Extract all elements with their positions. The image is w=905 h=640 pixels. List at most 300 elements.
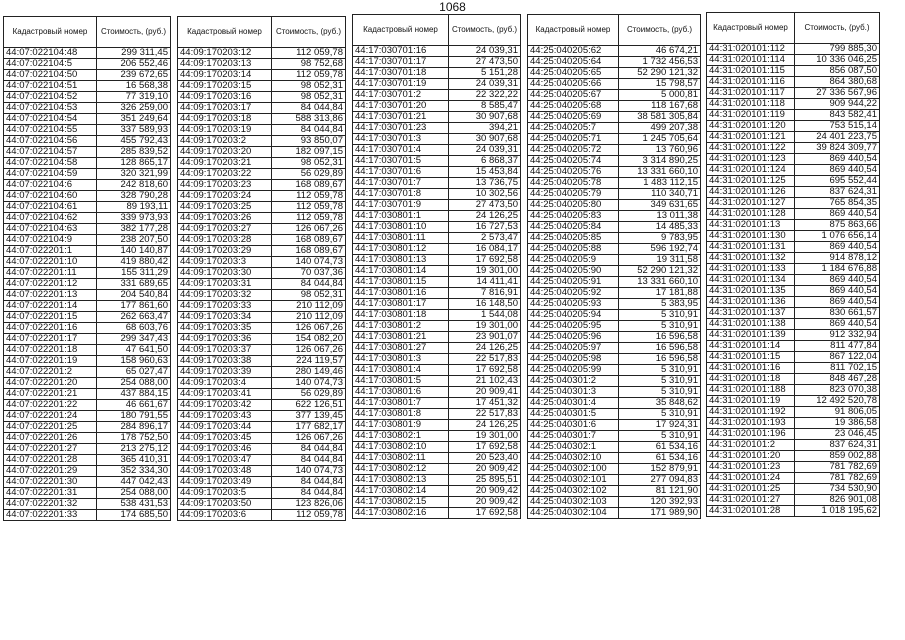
cost-cell: 118 167,68 — [619, 101, 701, 112]
cadastral-number-cell: 44:07:022201:30 — [4, 477, 97, 488]
cadastral-number-cell: 44:07:022201:11 — [4, 268, 97, 279]
cost-cell: 112 059,78 — [272, 70, 346, 81]
cadastral-number-cell: 44:31:020101:193 — [707, 418, 795, 429]
table-row — [528, 387, 701, 398]
table-row — [528, 145, 701, 156]
cadastral-number-cell: 44:31:020101:196 — [707, 429, 795, 440]
cadastral-number-cell: 44:17:030801:12 — [353, 244, 449, 255]
cost-cell: 320 321,99 — [97, 169, 171, 180]
cadastral-number-cell: 44:25:040205:88 — [528, 244, 619, 255]
cost-cell: 24 126,25 — [449, 343, 521, 354]
table-row — [707, 132, 880, 143]
cost-cell: 126 067,26 — [272, 323, 346, 334]
cost-cell: 180 791,55 — [97, 411, 171, 422]
table-row — [528, 211, 701, 222]
cost-cell: 5 310,91 — [619, 387, 701, 398]
table-row — [707, 198, 880, 209]
cost-cell: 14 485,33 — [619, 222, 701, 233]
table-row — [707, 55, 880, 66]
table-row — [528, 90, 701, 101]
cost-cell: 382 177,28 — [97, 224, 171, 235]
table-row — [353, 431, 521, 442]
table-row — [178, 224, 346, 235]
cadastral-number-cell: 44:07:022201:21 — [4, 389, 97, 400]
cadastral-number-cell: 44:17:030701:21 — [353, 112, 449, 123]
cost-cell: 16 727,53 — [449, 222, 521, 233]
cadastral-number-cell: 44:07:022104:55 — [4, 125, 97, 136]
table-row — [528, 332, 701, 343]
cadastral-number-cell: 44:31:020101:24 — [707, 473, 795, 484]
cadastral-number-cell: 44:07:022104:5 — [4, 59, 97, 70]
cost-cell: 140 074,73 — [272, 378, 346, 389]
table-row — [353, 266, 521, 277]
table-row — [178, 301, 346, 312]
table-row — [353, 343, 521, 354]
cadastral-number-cell: 44:25:040205:72 — [528, 145, 619, 156]
table-row — [178, 202, 346, 213]
cadastral-number-cell: 44:31:020101:14 — [707, 341, 795, 352]
cost-cell: 5 310,91 — [619, 310, 701, 321]
table-row — [178, 422, 346, 433]
cost-cell: 352 334,30 — [97, 466, 171, 477]
cost-cell: 753 515,14 — [795, 121, 880, 132]
header-cost: Стоимость, (руб.) — [272, 17, 346, 48]
table-row — [528, 354, 701, 365]
cost-cell: 84 044,84 — [272, 444, 346, 455]
table-row — [707, 308, 880, 319]
table-row — [528, 299, 701, 310]
table-row — [4, 125, 171, 136]
table-row — [178, 466, 346, 477]
cost-cell: 811 702,15 — [795, 363, 880, 374]
table-row — [528, 420, 701, 431]
table-row — [353, 134, 521, 145]
table-row — [528, 464, 701, 475]
cost-cell: 848 467,28 — [795, 374, 880, 385]
cost-cell: 5 310,91 — [619, 376, 701, 387]
cost-cell: 84 044,84 — [272, 103, 346, 114]
table-row — [353, 178, 521, 189]
table-row — [353, 277, 521, 288]
table-row — [528, 123, 701, 134]
table-row — [707, 374, 880, 385]
table-row — [4, 389, 171, 400]
cadastral-number-cell: 44:31:020101:124 — [707, 165, 795, 176]
cadastral-number-cell: 44:17:030801:5 — [353, 376, 449, 387]
table-row — [178, 356, 346, 367]
cadastral-number-cell: 44:25:040302:1 — [528, 442, 619, 453]
table-row — [4, 499, 171, 510]
cost-cell: 61 534,16 — [619, 453, 701, 464]
table-row — [707, 209, 880, 220]
cadastral-number-cell: 44:17:030802:15 — [353, 497, 449, 508]
header-cadastral: Кадастровый номер — [707, 13, 795, 44]
cadastral-number-cell: 44:07:022104:50 — [4, 70, 97, 81]
cadastral-number-cell: 44:17:030802:14 — [353, 486, 449, 497]
table-row — [178, 59, 346, 70]
cadastral-number-cell: 44:17:030801:17 — [353, 299, 449, 310]
table-row — [4, 279, 171, 290]
cadastral-number-cell: 44:09:170203:17 — [178, 103, 272, 114]
table-row — [178, 323, 346, 334]
cadastral-number-cell: 44:17:030801:7 — [353, 398, 449, 409]
cost-cell: 128 865,17 — [97, 158, 171, 169]
table-row — [528, 475, 701, 486]
cadastral-number-cell: 44:07:022104:57 — [4, 147, 97, 158]
cost-cell: 1 544,08 — [449, 310, 521, 321]
cost-cell: 140 074,73 — [272, 466, 346, 477]
cost-cell: 84 044,84 — [272, 125, 346, 136]
cost-cell: 254 088,00 — [97, 378, 171, 389]
cost-cell: 56 029,89 — [272, 389, 346, 400]
table-row — [528, 288, 701, 299]
cost-cell: 38 581 305,84 — [619, 112, 701, 123]
table-row — [4, 191, 171, 202]
cost-cell: 178 752,50 — [97, 433, 171, 444]
cadastral-number-cell: 44:09:170203:28 — [178, 235, 272, 246]
cadastral-number-cell: 44:17:030701:5 — [353, 156, 449, 167]
table-row — [4, 400, 171, 411]
cost-cell: 7 816,91 — [449, 288, 521, 299]
table-row — [178, 180, 346, 191]
cost-cell: 299 347,43 — [97, 334, 171, 345]
table-row — [353, 398, 521, 409]
cost-cell: 158 960,63 — [97, 356, 171, 367]
cadastral-number-cell: 44:09:170203:6 — [178, 510, 272, 521]
cadastral-number-cell: 44:07:022201:31 — [4, 488, 97, 499]
table-row — [353, 101, 521, 112]
cost-cell: 24 039,31 — [449, 46, 521, 57]
cost-cell: 538 431,53 — [97, 499, 171, 510]
cadastral-number-cell: 44:07:022104:56 — [4, 136, 97, 147]
table-row — [528, 376, 701, 387]
cadastral-number-cell: 44:31:020101:192 — [707, 407, 795, 418]
table-row — [353, 189, 521, 200]
table-row — [178, 444, 346, 455]
table-row — [4, 235, 171, 246]
cadastral-table-5 — [706, 12, 880, 517]
cadastral-number-cell: 44:07:022104:62 — [4, 213, 97, 224]
table-row — [178, 312, 346, 323]
cadastral-number-cell: 44:31:020101:137 — [707, 308, 795, 319]
cadastral-number-cell: 44:09:170203:25 — [178, 202, 272, 213]
cost-cell: 1 483 112,15 — [619, 178, 701, 189]
cost-cell: 16 596,58 — [619, 354, 701, 365]
cadastral-number-cell: 44:17:030701:23 — [353, 123, 449, 134]
table-row — [528, 508, 701, 519]
table-row — [4, 477, 171, 488]
cost-cell: 13 331 660,10 — [619, 277, 701, 288]
cost-cell: 2 573,47 — [449, 233, 521, 244]
cost-cell: 20 909,42 — [449, 497, 521, 508]
cadastral-number-cell: 44:09:170203:49 — [178, 477, 272, 488]
table-row — [178, 235, 346, 246]
cadastral-number-cell: 44:09:170203:33 — [178, 301, 272, 312]
table-row — [353, 453, 521, 464]
cost-cell: 65 027,47 — [97, 367, 171, 378]
header-cost: Стоимость, (руб.) — [97, 17, 171, 48]
cadastral-number-cell: 44:09:170203:46 — [178, 444, 272, 455]
cadastral-number-cell: 44:09:170203:48 — [178, 466, 272, 477]
table-row — [707, 264, 880, 275]
cadastral-number-cell: 44:17:030801:27 — [353, 343, 449, 354]
cadastral-number-cell: 44:07:022201:33 — [4, 510, 97, 521]
cost-cell: 46 674,21 — [619, 46, 701, 57]
table-row — [4, 180, 171, 191]
cadastral-number-cell: 44:17:030801:4 — [353, 365, 449, 376]
table-row — [707, 286, 880, 297]
cost-cell: 869 440,54 — [795, 275, 880, 286]
table-row — [528, 255, 701, 266]
cost-cell: 27 473,50 — [449, 57, 521, 68]
table-row — [528, 486, 701, 497]
table-row — [707, 330, 880, 341]
table-row — [528, 167, 701, 178]
cost-cell: 262 663,47 — [97, 312, 171, 323]
table-row — [528, 409, 701, 420]
table-row — [528, 310, 701, 321]
cost-cell: 84 044,84 — [272, 488, 346, 499]
cadastral-number-cell: 44:31:020101:139 — [707, 330, 795, 341]
cost-cell: 17 181,88 — [619, 288, 701, 299]
cadastral-number-cell: 44:07:022104:61 — [4, 202, 97, 213]
table-row — [178, 158, 346, 169]
table-row — [353, 387, 521, 398]
cost-cell: 277 094,83 — [619, 475, 701, 486]
cadastral-number-cell: 44:25:040302:103 — [528, 497, 619, 508]
cost-cell: 46 661,67 — [97, 400, 171, 411]
cadastral-number-cell: 44:09:170203:19 — [178, 125, 272, 136]
cost-cell: 19 301,00 — [449, 431, 521, 442]
table-row — [353, 332, 521, 343]
cost-cell: 10 336 046,25 — [795, 55, 880, 66]
cost-cell: 22 517,83 — [449, 354, 521, 365]
cadastral-number-cell: 44:09:170203:26 — [178, 213, 272, 224]
cost-cell: 168 089,67 — [272, 246, 346, 257]
cost-cell: 875 863,66 — [795, 220, 880, 231]
cost-cell: 98 052,31 — [272, 92, 346, 103]
table-row — [528, 431, 701, 442]
table-row — [178, 400, 346, 411]
cost-cell: 9 783,95 — [619, 233, 701, 244]
cost-cell: 419 880,42 — [97, 257, 171, 268]
cost-cell: 869 440,54 — [795, 242, 880, 253]
table-row — [4, 158, 171, 169]
cost-cell: 17 451,32 — [449, 398, 521, 409]
table-row — [528, 365, 701, 376]
table-row — [707, 495, 880, 506]
cost-cell: 17 692,58 — [449, 365, 521, 376]
cost-cell: 17 692,58 — [449, 508, 521, 519]
cost-cell: 25 895,51 — [449, 475, 521, 486]
cost-cell: 171 989,90 — [619, 508, 701, 519]
table-row — [178, 246, 346, 257]
cadastral-number-cell: 44:31:020101:23 — [707, 462, 795, 473]
cadastral-number-cell: 44:31:020101:122 — [707, 143, 795, 154]
cadastral-number-cell: 44:31:020101:15 — [707, 352, 795, 363]
page-number: 1068 — [439, 0, 466, 14]
table-row — [707, 242, 880, 253]
table-row — [353, 321, 521, 332]
table-row — [178, 367, 346, 378]
cadastral-number-cell: 44:25:040302:10 — [528, 453, 619, 464]
cadastral-number-cell: 44:31:020101:136 — [707, 297, 795, 308]
cadastral-number-cell: 44:25:040301:6 — [528, 420, 619, 431]
cadastral-table-1 — [3, 16, 171, 521]
cost-cell: 126 067,26 — [272, 433, 346, 444]
cost-cell: 177 861,60 — [97, 301, 171, 312]
cost-cell: 19 301,00 — [449, 266, 521, 277]
cost-cell: 126 067,26 — [272, 224, 346, 235]
cadastral-number-cell: 44:31:020101:25 — [707, 484, 795, 495]
cost-cell: 867 122,04 — [795, 352, 880, 363]
table-row — [707, 319, 880, 330]
table-row — [4, 378, 171, 389]
cadastral-number-cell: 44:17:030801:15 — [353, 277, 449, 288]
table-row — [4, 356, 171, 367]
cost-cell: 339 973,93 — [97, 213, 171, 224]
table-row — [353, 79, 521, 90]
cadastral-number-cell: 44:25:040301:3 — [528, 387, 619, 398]
cost-cell: 695 552,44 — [795, 176, 880, 187]
cost-cell: 52 290 121,32 — [619, 266, 701, 277]
cadastral-number-cell: 44:25:040205:97 — [528, 343, 619, 354]
cadastral-number-cell: 44:17:030801:6 — [353, 387, 449, 398]
cadastral-number-cell: 44:31:020101:128 — [707, 209, 795, 220]
cadastral-number-cell: 44:31:020101:130 — [707, 231, 795, 242]
table-row — [707, 77, 880, 88]
cost-cell: 84 044,84 — [272, 477, 346, 488]
cadastral-number-cell: 44:17:030801:8 — [353, 409, 449, 420]
table-row — [178, 477, 346, 488]
cost-cell: 182 097,15 — [272, 147, 346, 158]
header-cadastral: Кадастровый номер — [178, 17, 272, 48]
table-row — [178, 147, 346, 158]
table-row — [528, 200, 701, 211]
cost-cell: 98 052,31 — [272, 158, 346, 169]
cadastral-number-cell: 44:17:030801:16 — [353, 288, 449, 299]
cost-cell: 280 149,46 — [272, 367, 346, 378]
table-row — [528, 112, 701, 123]
table-row — [707, 154, 880, 165]
table-row — [353, 156, 521, 167]
table-row — [528, 156, 701, 167]
cadastral-number-cell: 44:17:030801:14 — [353, 266, 449, 277]
table-row — [4, 268, 171, 279]
cadastral-number-cell: 44:09:170203:41 — [178, 389, 272, 400]
table-row — [353, 354, 521, 365]
cadastral-number-cell: 44:07:022104:58 — [4, 158, 97, 169]
table-row — [353, 200, 521, 211]
table-row — [707, 506, 880, 517]
cost-cell: 98 752,68 — [272, 59, 346, 70]
table-row — [178, 257, 346, 268]
cost-cell: 781 782,69 — [795, 473, 880, 484]
table-row — [178, 191, 346, 202]
cadastral-number-cell: 44:31:020101:18 — [707, 374, 795, 385]
cost-cell: 365 410,31 — [97, 455, 171, 466]
cadastral-number-cell: 44:09:170203:5 — [178, 488, 272, 499]
table-row — [528, 189, 701, 200]
cost-cell: 15 453,84 — [449, 167, 521, 178]
cost-cell: 13 011,38 — [619, 211, 701, 222]
cost-cell: 174 685,50 — [97, 510, 171, 521]
cadastral-number-cell: 44:31:020101:114 — [707, 55, 795, 66]
cadastral-number-cell: 44:09:170203:32 — [178, 290, 272, 301]
cost-cell: 455 792,43 — [97, 136, 171, 147]
cadastral-number-cell: 44:25:040205:83 — [528, 211, 619, 222]
cost-cell: 1 076 656,14 — [795, 231, 880, 242]
cost-cell: 24 039,31 — [449, 145, 521, 156]
cost-cell: 5 151,28 — [449, 68, 521, 79]
cadastral-number-cell: 44:31:020101:19 — [707, 396, 795, 407]
cadastral-number-cell: 44:25:040205:66 — [528, 79, 619, 90]
table-row — [528, 277, 701, 288]
cost-cell: 596 192,74 — [619, 244, 701, 255]
table-row — [4, 103, 171, 114]
cost-cell: 5 000,81 — [619, 90, 701, 101]
cadastral-number-cell: 44:07:022104:51 — [4, 81, 97, 92]
cadastral-number-cell: 44:17:030701:7 — [353, 178, 449, 189]
table-row — [707, 165, 880, 176]
cost-cell: 328 790,28 — [97, 191, 171, 202]
cost-cell: 914 878,12 — [795, 253, 880, 264]
cadastral-number-cell: 44:17:030802:13 — [353, 475, 449, 486]
cadastral-number-cell: 44:25:040205:78 — [528, 178, 619, 189]
cadastral-number-cell: 44:07:022104:52 — [4, 92, 97, 103]
cadastral-number-cell: 44:07:022201:32 — [4, 499, 97, 510]
cost-cell: 19 301,00 — [449, 321, 521, 332]
cost-cell: 799 885,30 — [795, 44, 880, 55]
table-row — [707, 88, 880, 99]
table-row — [4, 433, 171, 444]
cost-cell: 206 552,46 — [97, 59, 171, 70]
cadastral-number-cell: 44:07:022201:13 — [4, 290, 97, 301]
cost-cell: 826 901,08 — [795, 495, 880, 506]
cost-cell: 27 473,50 — [449, 200, 521, 211]
table-row — [707, 418, 880, 429]
cadastral-number-cell: 44:31:020101:112 — [707, 44, 795, 55]
cost-cell: 98 052,31 — [272, 290, 346, 301]
cadastral-number-cell: 44:07:022104:53 — [4, 103, 97, 114]
table-row — [707, 44, 880, 55]
table-row — [707, 451, 880, 462]
table-row — [4, 136, 171, 147]
cadastral-number-cell: 44:25:040205:92 — [528, 288, 619, 299]
cost-cell: 869 440,54 — [795, 319, 880, 330]
cost-cell: 254 088,00 — [97, 488, 171, 499]
cost-cell: 13 331 660,10 — [619, 167, 701, 178]
cost-cell: 30 907,68 — [449, 112, 521, 123]
cadastral-number-cell: 44:17:030701:18 — [353, 68, 449, 79]
cadastral-number-cell: 44:09:170203:35 — [178, 323, 272, 334]
table-row — [4, 510, 171, 521]
cost-cell: 24 039,31 — [449, 79, 521, 90]
table-row — [4, 81, 171, 92]
cadastral-number-cell: 44:31:020101:120 — [707, 121, 795, 132]
cost-cell: 5 310,91 — [619, 365, 701, 376]
cadastral-number-cell: 44:25:040302:104 — [528, 508, 619, 519]
table-row — [528, 233, 701, 244]
cost-cell: 112 059,78 — [272, 202, 346, 213]
cadastral-number-cell: 44:25:040205:91 — [528, 277, 619, 288]
cadastral-number-cell: 44:25:040205:98 — [528, 354, 619, 365]
cadastral-number-cell: 44:25:040301:7 — [528, 431, 619, 442]
cadastral-number-cell: 44:31:020101:135 — [707, 286, 795, 297]
cadastral-number-cell: 44:07:022201:12 — [4, 279, 97, 290]
cost-cell: 35 848,62 — [619, 398, 701, 409]
cadastral-number-cell: 44:07:022201:20 — [4, 378, 97, 389]
